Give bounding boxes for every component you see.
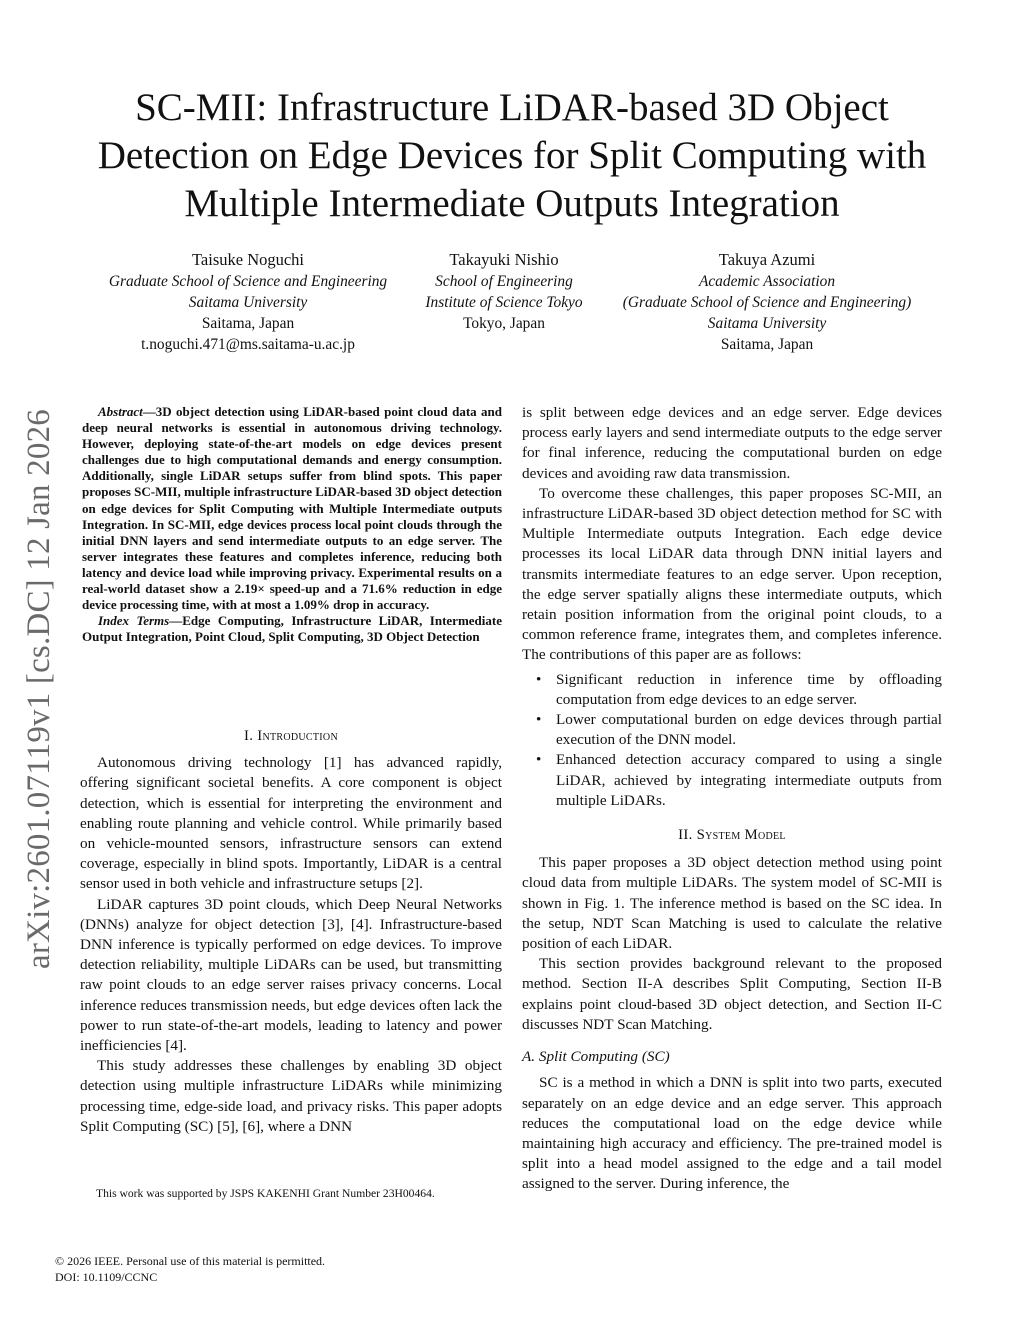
paragraph: SC is a method in which a DNN is split into two parts, executed separately on an edge device and an edge server. This approach reduces the computational load on the edge device while maintaining high accuracy and efficiency. The pre-trained model is split into a head model assigned to the edge and a tail model assigned to the server. During inference, the bbox=[522, 1074, 942, 1193]
paragraph: This section provides background relevant to the proposed method. Section II-A describes Split Computing, Section II-B explains point cloud-based 3D object detection, and Section II-C discusses NDT Scan Matching. bbox=[522, 955, 942, 1033]
author-affiliation: Saitama University bbox=[188, 294, 308, 311]
copyright-line: © 2026 IEEE. Personal use of this material is permitted. bbox=[55, 1254, 326, 1268]
left-column bbox=[80, 726, 502, 1137]
author-affiliation: Academic Association bbox=[698, 273, 836, 290]
author-block-2 bbox=[414, 249, 594, 334]
author-location: Tokyo, Japan bbox=[463, 315, 545, 332]
subsection-heading-split-computing: A. Split Computing (SC) bbox=[522, 1048, 670, 1066]
paragraph: is split between edge devices and an edge server. Edge devices process early layers and send intermediate outputs to the edge server for final inference, reducing the computational burden on edge devices and avoiding raw data transmission. bbox=[522, 404, 942, 482]
doi-line: DOI: 10.1109/CCNC bbox=[55, 1270, 158, 1284]
paragraph: LiDAR captures 3D point clouds, which Deep Neural Networks (DNNs) analyze for object detection [3], [4]. Infrastructure-based DNN inference is typically performed on edge devices. To improve detection reliability, multiple LiDARs can be used, but transmitting raw point clouds to an edge server raises privacy concerns. Local inference reduces transmission needs, but edge devices often lack the power to run state-of-the-art models, leading to latency and power inefficiencies [4]. bbox=[80, 895, 502, 1055]
author-name: Takuya Azumi bbox=[718, 250, 816, 269]
abstract-text: —3D object detection using LiDAR-based point cloud data and deep neural networks is essential in autonomous driving technology. However, deploying state-of-the-art models on edge devices present challenges due to high computational demands and energy consumption. Additionally, single LiDAR setups suffer from blind spots. This paper proposes SC-MII, multiple infrastructure LiDAR-based 3D object detection on edge devices for Split Computing with Multiple Intermediate outputs Integration. In SC-MII, edge devices process local point clouds through the initial DNN layers and send intermediate outputs to an edge server. The server integrates these features and completes inference, reducing both latency and device load while improving privacy. Experimental results on a real-world dataset show a 2.19× speed-up and a 71.6% reduction in edge device processing time, with at most a 1.09% drop in accuracy. bbox=[82, 404, 502, 613]
paragraph: This study addresses these challenges by enabling 3D object detection using multiple infrastructure LiDARs while minimizing processing time, edge-side load, and privacy risks. This paper adopts Split Computing (SC) [5], [6], where a DNN bbox=[80, 1057, 502, 1135]
list-item: • Enhanced detection accuracy compared to using a single LiDAR, achieved by integrating intermediate outputs from multiple LiDARs. bbox=[556, 750, 942, 811]
paragraph: This paper proposes a 3D object detection method using point cloud data from multiple LiDARs. The system model of SC-MII is shown in Fig. 1. The inference method is based on the SC idea. In the setup, NDT Scan Matching is used to calculate the relative position of each LiDAR. bbox=[522, 854, 942, 953]
author-email[interactable]: t.noguchi.471@ms.saitama-u.ac.jp bbox=[141, 336, 355, 353]
author-affiliation: (Graduate School of Science and Engineering) bbox=[622, 294, 912, 311]
paragraph: To overcome these challenges, this paper proposes SC-MII, an infrastructure LiDAR-based 3D object detection method for SC with Multiple Intermediate outputs Integration. Each edge device processes its local LiDAR data through DNN initial layers and transmits intermediate features to an edge server. Upon reception, the edge server spatially aligns these intermediate outputs, which retain position information from the original point clouds, to a common reference frame, integrates them, and completes inference. The contributions of this paper are as follows: bbox=[522, 484, 942, 664]
author-affiliation: Institute of Science Tokyo bbox=[425, 294, 583, 311]
contribution-list bbox=[522, 670, 942, 811]
author-affiliation: Saitama University bbox=[707, 315, 827, 332]
abstract bbox=[82, 404, 502, 645]
index-terms-lead: Index Terms bbox=[98, 613, 170, 629]
author-name: Taisuke Noguchi bbox=[191, 250, 305, 269]
right-column bbox=[522, 403, 942, 1195]
section-heading-introduction: I. Introduction bbox=[244, 728, 338, 744]
arxiv-stamp[interactable]: arXiv:2601.07119v1 [cs.DC] 12 Jan 2026 bbox=[21, 409, 57, 969]
author-affiliation: Graduate School of Science and Engineering bbox=[108, 273, 388, 290]
index-terms-text: —Edge Computing, Infrastructure LiDAR, Intermediate Output Integration, Point Cloud, Split Computing, 3D Object Detection bbox=[82, 613, 502, 645]
list-item: • Significant reduction in inference time by offloading computation from edge devices to an edge server. bbox=[556, 670, 942, 710]
author-block-1 bbox=[92, 249, 404, 355]
author-affiliation: School of Engineering bbox=[435, 273, 573, 290]
paragraph: Autonomous driving technology [1] has advanced rapidly, offering significant societal benefits. A core component is object detection, which is essential for interpreting the environment and enabling route planning and vehicle control. While primarily based on vehicle-mounted sensors, infrastructure sensors can extend coverage, especially in blind spots. Importantly, LiDAR is a central sensor used in both vehicle and infrastructure setups [2]. bbox=[80, 754, 502, 893]
abstract-lead: Abstract bbox=[98, 404, 143, 419]
author-name: Takayuki Nishio bbox=[449, 250, 559, 269]
section-heading-system-model: II. System Model bbox=[678, 827, 786, 844]
copyright-notice bbox=[55, 1253, 325, 1285]
paper-title: SC-MII: Infrastructure LiDAR-based 3D Object Detection on Edge Devices for Split Computing with Multiple Intermediate Outputs Integration bbox=[97, 86, 927, 225]
author-location: Saitama, Japan bbox=[720, 336, 814, 353]
author-location: Saitama, Japan bbox=[201, 315, 295, 332]
list-item: • Lower computational burden on edge devices through partial execution of the DNN model. bbox=[556, 710, 942, 750]
author-block-3 bbox=[604, 249, 930, 355]
funding-footnote: This work was supported by JSPS KAKENHI Grant Number 23H00464. bbox=[96, 1187, 435, 1200]
